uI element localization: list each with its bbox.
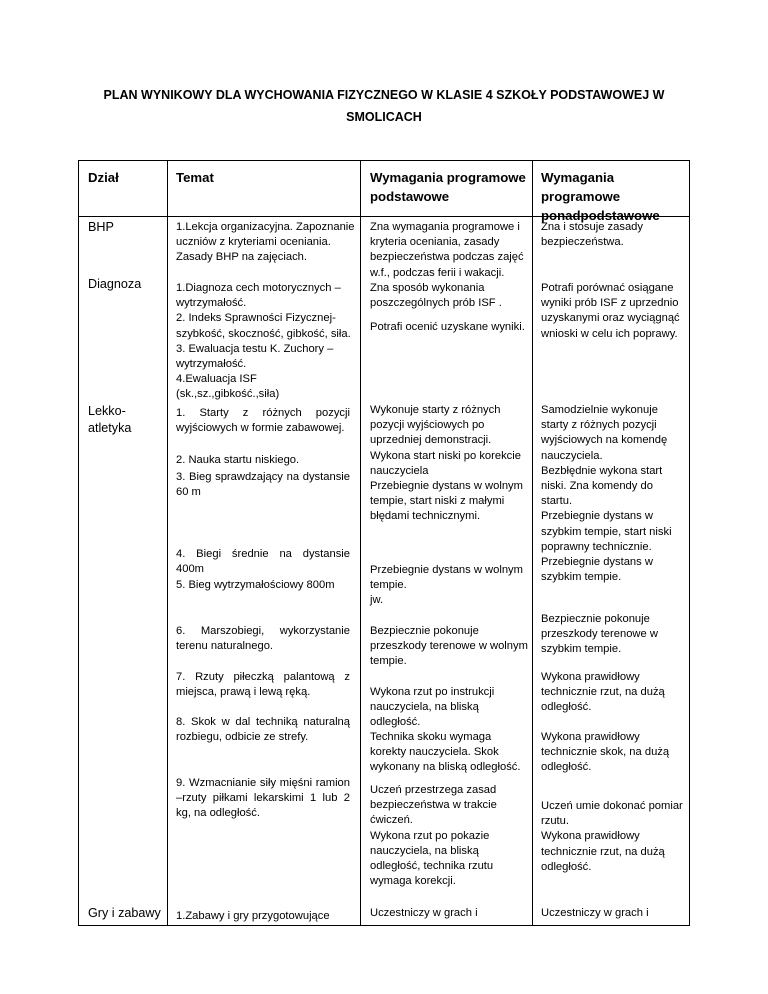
- ponad-lekko-6: Bezpiecznie pokonuje przeszkody terenowe w szybkim tempie.: [541, 613, 658, 656]
- ponad-lekko-9: Uczeń umie dokonać pomiar rzutu. Wykona prawidłowy technicznie rzut, na dużą odległość.: [541, 800, 683, 873]
- title-line-2: SMOLICACH: [346, 110, 422, 124]
- podst-diagnoza-1: Zna sposób wykonania poszczególnych prób ISF .: [370, 282, 502, 310]
- dzial-diagnoza: Diagnoza: [88, 277, 142, 291]
- table-border-right: [689, 160, 690, 926]
- podst-lekko-8: Technika skoku wymaga korekty nauczyciela. Skok wykonany na bliską odległość.: [370, 731, 521, 774]
- column-divider-3: [532, 160, 533, 926]
- temat-lekko-3: 3. Bieg sprawdzający na dystansie 60 m: [176, 471, 350, 499]
- temat-gry: 1.Zabawy i gry przygotowujące: [176, 910, 330, 922]
- dzial-lekkoatletyka: Lekko-atletyka: [88, 404, 132, 435]
- title-line-1: PLAN WYNIKOWY DLA WYCHOWANIA FIZYCZNEGO W KLASIE 4 SZKOŁY PODSTAWOWEJ W: [103, 88, 665, 102]
- temat-lekko-9: 9. Wzmacnianie siły mięśni ramion –rzuty piłkami lekarskimi 1 lub 2 kg, na odległość.: [176, 777, 350, 820]
- temat-bhp: 1.Lekcja organizacyjna. Zapoznanie uczniów z kryteriami oceniania. Zasady BHP na zajęciach.: [176, 221, 355, 264]
- temat-lekko-5: 5. Bieg wytrzymałościowy 800m: [176, 579, 335, 591]
- table-border-top: [78, 160, 690, 161]
- table-border-bottom: [78, 925, 690, 926]
- temat-lekko-2: 2. Nauka startu niskiego.: [176, 454, 300, 466]
- column-divider-1: [167, 160, 168, 926]
- podst-bhp: Zna wymagania programowe i kryteria oceniania, zasady bezpieczeństwa podczas zajęć w.f., podczas ferii i wakacji.: [370, 221, 524, 279]
- podst-diagnoza-2: Potrafi ocenić uzyskane wyniki.: [370, 321, 525, 333]
- podst-lekko-4: Przebiegnie dystans w wolnym tempie. jw.: [370, 564, 523, 607]
- header-temat: Temat: [176, 170, 214, 185]
- podst-gry: Uczestniczy w grach i: [370, 907, 478, 919]
- header-wymagania-podstawowe: Wymagania programowe podstawowe: [370, 170, 526, 204]
- plan-table: [78, 160, 690, 926]
- podst-lekko-1: Wykonuje starty z różnych pozycji wyjściowych po uprzedniej demonstracji. Wykona start niski po korekcie nauczyciela Przebiegnie dystans w wolnym tempie, start niski z małymi błędami technicznymi.: [370, 404, 523, 523]
- ponad-lekko-7: Wykona prawidłowy technicznie rzut, na dużą odległość.: [541, 671, 665, 714]
- ponad-diagnoza: Potrafi porównać osiągane wyniki prób ISF z uprzednio uzyskanymi oraz wyciągnąć wnioski w celu ich poprawy.: [541, 282, 680, 340]
- dzial-gry-i-zabawy: Gry i zabawy: [88, 906, 161, 920]
- temat-lekko-8: 8. Skok w dal techniką naturalną rozbiegu, odbicie ze strefy.: [176, 716, 350, 744]
- temat-diagnoza: 1.Diagnoza cech motorycznych – wytrzymałość. 2. Indeks Sprawności Fizycznej- szybkość, skoczność, gibkość, siła. 3. Ewaluacja testu K. Zuchory – wytrzymałość. 4.Ewaluacja ISF (sk.,sz.,gibkość.,siła): [176, 282, 351, 401]
- ponad-lekko-1: Samodzielnie wykonuje starty z różnych pozycji wyjściowych na komendę nauczyciela. Bezbłędnie wykona start niski. Zna komendy do startu. Przebiegnie dystans w szybkim tempie, start niski poprawny technicznie. Przebiegnie dystans w szybkim tempie.: [541, 404, 672, 584]
- podst-lekko-7: Wykona rzut po instrukcji nauczyciela, na bliską odległość.: [370, 686, 495, 729]
- ponad-gry: Uczestniczy w grach i: [541, 907, 649, 919]
- temat-lekko-1: 1. Starty z różnych pozycji wyjściowych w formie zabawowej.: [176, 407, 350, 435]
- podst-lekko-9: Uczeń przestrzega zasad bezpieczeństwa w trakcie ćwiczeń. Wykona rzut po pokazie nauczyciela, na bliską odległość, technika rzutu wymaga korekcji.: [370, 784, 497, 888]
- header-dzial: Dział: [88, 170, 119, 185]
- dzial-bhp: BHP: [88, 220, 114, 234]
- column-divider-2: [360, 160, 361, 926]
- table-border-left: [78, 160, 79, 926]
- ponad-lekko-8: Wykona prawidłowy technicznie skok, na dużą odległość.: [541, 731, 670, 774]
- ponad-bhp: Zna i stosuje zasady bezpieczeństwa.: [541, 221, 643, 249]
- document-title: [70, 84, 698, 128]
- temat-lekko-4: 4. Biegi średnie na dystansie 400m: [176, 548, 350, 576]
- podst-lekko-6: Bezpiecznie pokonuje przeszkody terenowe w wolnym tempie.: [370, 625, 528, 668]
- header-wymagania-ponadpodstawowe: Wymagania programowe ponadpodstawowe: [541, 170, 660, 223]
- temat-lekko-6: 6. Marszobiegi, wykorzystanie terenu naturalnego.: [176, 625, 350, 653]
- temat-lekko-7: 7. Rzuty piłeczką palantową z miejsca, prawą i lewą ręką.: [176, 671, 350, 699]
